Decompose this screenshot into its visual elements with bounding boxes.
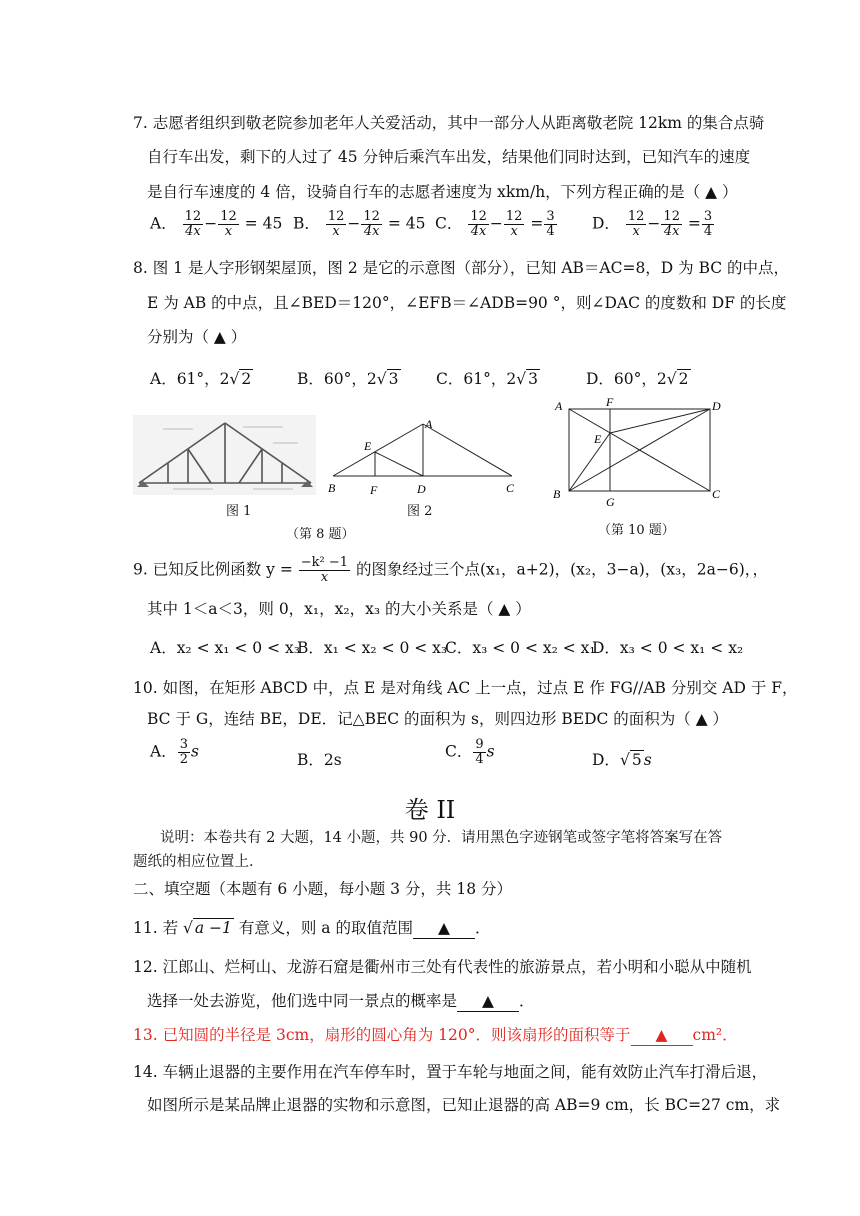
q9-option-b: B．x₁ < x₂ < 0 < x₃ bbox=[297, 639, 448, 657]
q13-line: 13. 已知圆的半径是 3cm，扇形的圆心角为 120°．则该扇形的面积等于 ▲ cm²． bbox=[133, 1026, 738, 1044]
part-2-note-line-2: 题纸的相应位置上． bbox=[133, 854, 264, 870]
q10-label-D: D bbox=[712, 399, 721, 413]
q9-line-1: 9. 已知反比例函数 y = $\frac{\text{−k² −1}}{x}$ 的图象经过三个点(x₁，a+2)，(x₂，3−a)，(x₃，2a−6)，， bbox=[133, 555, 769, 585]
part-2-title: 卷 II bbox=[404, 796, 456, 824]
q9-option-a: A．x₂ < x₁ < 0 < x₃ bbox=[150, 639, 300, 657]
q9-option-c: C．x₃ < 0 < x₂ < x₁ bbox=[445, 639, 596, 657]
label-B: B bbox=[328, 481, 336, 495]
q13-answer-blank[interactable]: ▲ bbox=[631, 1025, 693, 1046]
q9-option-d: D．x₃ < 0 < x₁ < x₂ bbox=[592, 639, 744, 657]
q10-option-d: D．√ 5 s bbox=[592, 751, 652, 769]
q10-option-a: A． $\frac{3}{2}$ s bbox=[150, 737, 199, 767]
q10-option-b: B．2s bbox=[297, 751, 342, 769]
q8-option-c: C．61°，2√ 3 bbox=[436, 370, 538, 388]
label-E: E bbox=[364, 439, 372, 453]
q14-line-1: 14. 车辆止退器的主要作用在汽车停车时，置于车轮与地面之间，能有效防止汽车打滑后退， bbox=[133, 1063, 768, 1081]
q12-answer-blank[interactable]: ▲ bbox=[457, 991, 519, 1012]
figure-q10-rectangle bbox=[550, 395, 730, 515]
label-A: A bbox=[425, 417, 433, 431]
part-2-note-line-1: 说明：本卷共有 2 大题，14 小题，共 90 分．请用黑色字迹钢笔或签字笔将答案写在答 bbox=[160, 830, 723, 846]
q7-option-a: A． $\frac{12}{4x}$ − $\frac{12}{x}$ = 45 bbox=[150, 209, 283, 239]
figure-2-caption: 图 2 bbox=[407, 504, 433, 519]
q7-line-2: 自行车出发，剩下的人过了 45 分钟后乘汽车出发，结果他们同时达到，已知汽车的速度 bbox=[147, 148, 751, 166]
q7-line-3: 是自行车速度的 4 倍，设骑自行车的志愿者速度为 xkm/h，下列方程正确的是（ ▲ ） bbox=[147, 183, 738, 201]
q8-option-b: B．60°，2√ 3 bbox=[297, 370, 399, 388]
q8-line-3: 分别为（ ▲ ） bbox=[147, 328, 247, 346]
q8-option-d: D．60°，2√ 2 bbox=[586, 370, 689, 388]
q12-line-2: 选择一处去游览，他们选中同一景点的概率是 ▲ ． bbox=[147, 992, 535, 1010]
q7-option-d: D． $\frac{12}{x}$ − $\frac{12}{4x}$ = $\frac{3}{4}$ bbox=[592, 209, 713, 239]
q10-line-1: 10. 如图，在矩形 ABCD 中，点 E 是对角线 AC 上一点，过点 E 作 FG//AB 分别交 AD 于 F， bbox=[133, 679, 798, 697]
figure-1-truss bbox=[133, 415, 316, 495]
q7-option-c: C． $\frac{12}{4x}$ − $\frac{12}{x}$ = $\frac{3}{4}$ bbox=[435, 209, 555, 239]
q10-label-C: C bbox=[712, 487, 721, 501]
q12-line-1: 12. 江郎山、烂柯山、龙游石窟是衢州市三处有代表性的旅游景点，若小明和小聪从中随机 bbox=[133, 958, 752, 976]
figure-2-diagram bbox=[325, 410, 525, 500]
question-8-figure-caption: （第 8 题） bbox=[286, 527, 355, 542]
q10-label-G: G bbox=[606, 495, 615, 509]
q10-label-A: A bbox=[555, 399, 563, 413]
label-F: F bbox=[370, 483, 378, 497]
q11-answer-blank[interactable]: ▲ bbox=[413, 918, 475, 939]
q8-line-1: 8. 图 1 是人字形钢架屋顶，图 2 是它的示意图（部分），已知 AB＝AC=8，D 为 BC 的中点， bbox=[133, 259, 790, 277]
figure-1-caption: 图 1 bbox=[226, 504, 252, 519]
q7-option-b: B． $\frac{12}{x}$ − $\frac{12}{4x}$ = 45 bbox=[293, 209, 426, 239]
q10-label-F: F bbox=[606, 395, 614, 409]
q10-label-B: B bbox=[553, 487, 561, 501]
q8-option-a: A．61°，2√ 2 bbox=[150, 370, 252, 388]
question-10-figure-caption: （第 10 题） bbox=[598, 523, 675, 538]
label-D: D bbox=[417, 482, 426, 496]
q9-line-2: 其中 1＜a＜3，则 0，x₁，x₂，x₃ 的大小关系是（ ▲ ） bbox=[147, 600, 531, 618]
q10-option-c: C． $\frac{9}{4}$ s bbox=[445, 737, 495, 767]
q10-label-E: E bbox=[594, 432, 602, 446]
q8-line-2: E 为 AB 的中点，且∠BED＝120°，∠EFB＝∠ADB=90 °，则∠DAC 的度数和 DF 的长度 bbox=[147, 294, 787, 312]
section-fill-in-heading: 二、填空题（本题有 6 小题，每小题 3 分，共 18 分） bbox=[133, 880, 513, 898]
q7-line-1: 7. 志愿者组织到敬老院参加老年人关爱活动，其中一部分人从距离敬老院 12km 的集合点骑 bbox=[133, 114, 765, 132]
q10-line-2: BC 于 G，连结 BE，DE．记△BEC 的面积为 s，则四边形 BEDC 的面积为（ ▲ ） bbox=[147, 710, 729, 728]
label-C: C bbox=[506, 481, 515, 495]
q11-line: 11. 若 √ a −1 有意义，则 a 的取值范围 ▲ ． bbox=[133, 919, 491, 937]
q14-line-2: 如图所示是某品牌止退器的实物和示意图，已知止退器的高 AB=9 cm，长 BC=27 cm，求 bbox=[147, 1096, 781, 1114]
